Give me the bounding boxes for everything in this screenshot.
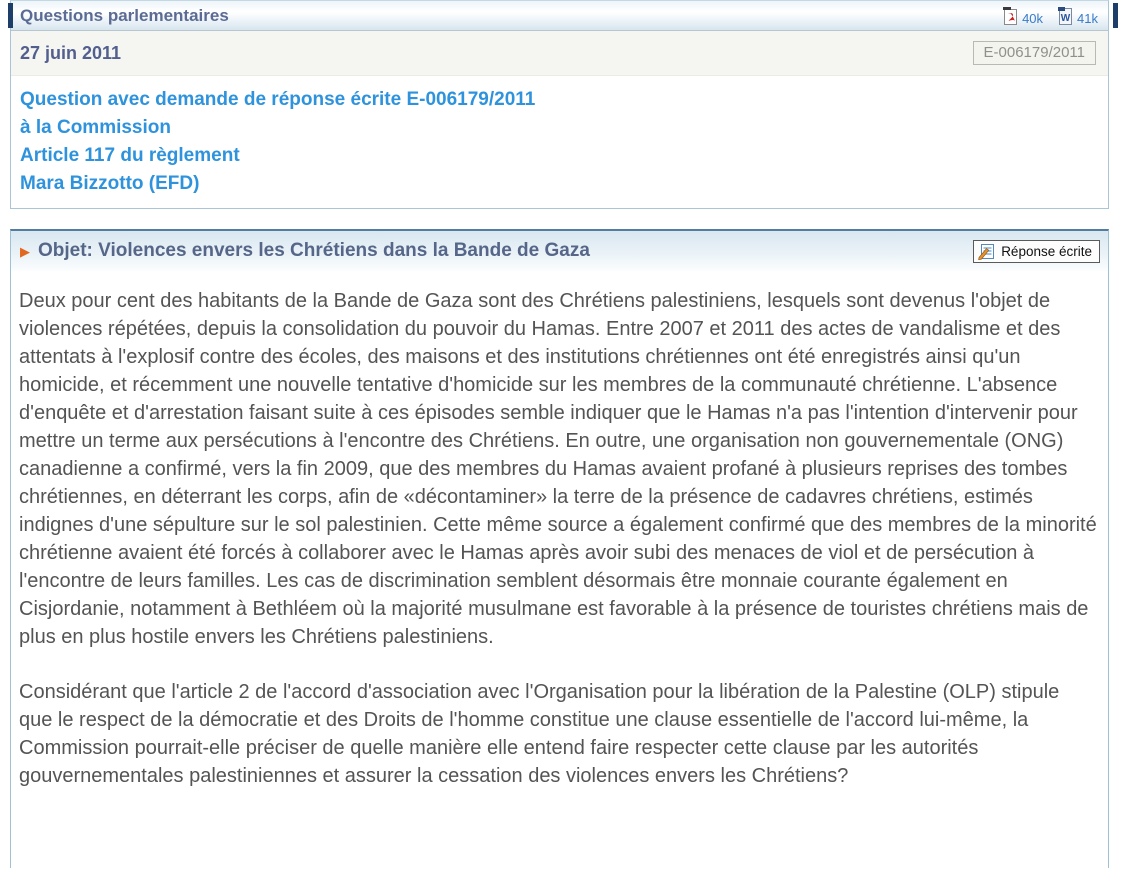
written-answer-button[interactable] [973, 240, 1100, 263]
subject-header-row [11, 231, 1108, 271]
word-size-label: 41k [1077, 10, 1098, 26]
addressee-link[interactable]: à la Commission [20, 117, 171, 138]
corner-decoration-left [8, 3, 13, 28]
question-body [11, 271, 1108, 827]
pdf-size-label: 40k [1022, 10, 1044, 26]
subject-title: Objet: Violences envers les Chrétiens dans la Bande de Gaza [38, 240, 590, 261]
word-download-link[interactable] [1057, 6, 1098, 26]
question-title-link[interactable]: Question avec demande de réponse écrite E-006179/2011 [20, 89, 536, 110]
corner-decoration-right [1113, 3, 1118, 28]
rule-article-link[interactable]: Article 117 du règlement [20, 145, 240, 166]
author-link[interactable]: Mara Bizzotto (EFD) [20, 173, 200, 194]
question-date: 27 juin 2011 [20, 42, 122, 63]
pdf-icon [1002, 6, 1019, 26]
reference-badge: E-006179/2011 [973, 41, 1096, 65]
panel-header-row [11, 1, 1108, 31]
svg-text:W: W [1060, 12, 1071, 24]
pdf-download-link[interactable] [1002, 6, 1043, 26]
question-links [11, 76, 1108, 208]
question-detail-panel [10, 229, 1109, 868]
question-paragraph: Deux pour cent des habitants de la Bande de Gaza sont des Chrétiens palestiniens, lesquels sont devenus l'objet de violences répétées, depuis la consolidation du pouvoir du Hamas. Entre 2007 et 2011 des actes de vandalisme et des attentats à l'explosif contre des écoles, des maisons et des institutions chrétiennes ont été enregistrés ainsi qu'un homicide, et récemment une nouvelle tentative d'homicide sur les membres de la communauté chrétienne. L'absence d'enquête et d'arrestation faisant suite à ces épisodes semble indiquer que le Hamas n'a pas l'intention d'intervenir pour mettre un terme aux persécutions à l'encontre des Chrétiens. En outre, une organisation non gouvernementale (ONG) canadienne a confirmé, vers la fin 2009, que des membres du Hamas avaient profané à plusieurs reprises des tombes chrétiennes, en déterrant les corps, afin de «décontaminer» la terre de la présence de cadavres chrétiens, estimés indignes d'une sépulture sur le sol palestinien. Cette même source a également confirmé que des membres de la minorité chrétienne avaient été forcés à collaborer avec le Hamas après avoir subi des menaces de viol et de persécution à l'encontre de leurs familles. Les cas de discrimination semblent désormais être monnaie courante également en Cisjordanie, notamment à Bethléem où la majorité musulmane est favorable à la présence de touristes chrétiens mais de plus en plus hostile envers les Chrétiens palestiniens. [19, 290, 1097, 648]
question-summary-panel [10, 0, 1109, 209]
triangle-bullet-icon: ▶ [20, 243, 30, 259]
date-row [11, 31, 1108, 76]
word-icon [1057, 6, 1074, 26]
question-paragraph: Considérant que l'article 2 de l'accord d'association avec l'Organisation pour la libération de la Palestine (OLP) stipule que le respect de la démocratie et des Droits de l'homme constitue une clause essentielle de l'accord lui-même, la Commission pourrait-elle préciser de quelle manière elle entend faire respecter cette clause par les autorités gouvernementales palestiniennes et assurer la cessation des violences envers les Chrétiens? [19, 681, 1060, 787]
page-title: Questions parlementaires [20, 5, 229, 25]
written-answer-icon [978, 243, 996, 260]
download-links [1002, 6, 1098, 26]
written-answer-label: Réponse écrite [1001, 243, 1092, 259]
